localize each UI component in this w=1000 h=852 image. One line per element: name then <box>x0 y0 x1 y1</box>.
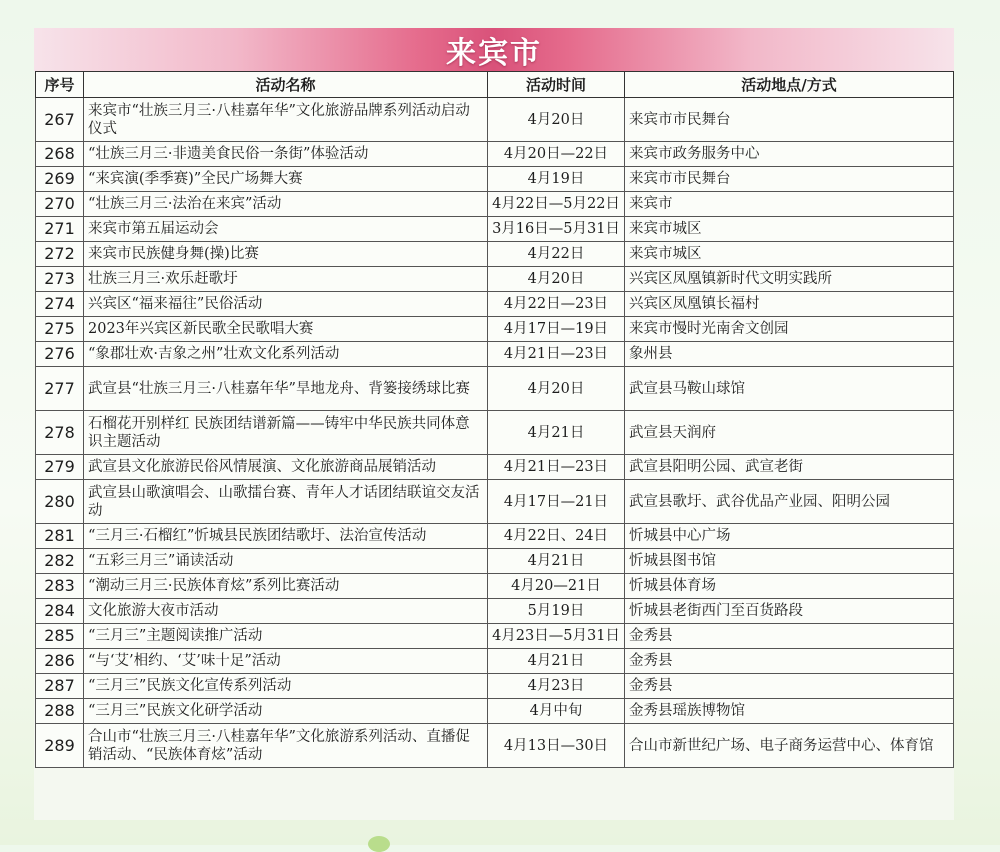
activity-time: 4月17日—21日 <box>488 480 625 524</box>
row-number: 269 <box>36 167 84 192</box>
activity-name: “三月三”民族文化研学活动 <box>84 699 488 724</box>
activity-time: 4月22日—5月22日 <box>488 192 625 217</box>
activity-name: “来宾演(季季赛)”全民广场舞大赛 <box>84 167 488 192</box>
activity-name: 武宣县文化旅游民俗风情展演、文化旅游商品展销活动 <box>84 455 488 480</box>
table-row <box>36 599 954 624</box>
table-row <box>36 217 954 242</box>
table-row <box>36 549 954 574</box>
row-number: 289 <box>36 724 84 768</box>
row-number: 278 <box>36 411 84 455</box>
activity-time: 5月19日 <box>488 599 625 624</box>
row-number: 268 <box>36 142 84 167</box>
table-row <box>36 480 954 524</box>
city-banner <box>34 28 954 71</box>
table-row <box>36 455 954 480</box>
activity-place: 忻城县老街西门至百货路段 <box>625 599 954 624</box>
table-row <box>36 317 954 342</box>
activity-place: 武宣县天润府 <box>625 411 954 455</box>
row-number: 273 <box>36 267 84 292</box>
activity-place: 忻城县图书馆 <box>625 549 954 574</box>
table-row <box>36 98 954 142</box>
table-row <box>36 649 954 674</box>
activity-time: 4月23日—5月31日 <box>488 624 625 649</box>
row-number: 288 <box>36 699 84 724</box>
table-row <box>36 267 954 292</box>
activity-name: “三月三”主题阅读推广活动 <box>84 624 488 649</box>
row-number: 281 <box>36 524 84 549</box>
row-number: 271 <box>36 217 84 242</box>
activity-name: 石榴花开别样红 民族团结谱新篇——铸牢中华民族共同体意识主题活动 <box>84 411 488 455</box>
activity-name: 来宾市第五届运动会 <box>84 217 488 242</box>
activity-place: 金秀县 <box>625 624 954 649</box>
activity-place: 武宣县马鞍山球馆 <box>625 367 954 411</box>
activity-place: 来宾市 <box>625 192 954 217</box>
row-number: 277 <box>36 367 84 411</box>
activity-time: 4月20日 <box>488 367 625 411</box>
activity-place: 来宾市慢时光南舍文创园 <box>625 317 954 342</box>
activity-place: 来宾市市民舞台 <box>625 98 954 142</box>
table-row <box>36 574 954 599</box>
activity-place: 来宾市城区 <box>625 217 954 242</box>
activity-time: 4月21日 <box>488 649 625 674</box>
activity-name: “三月三·石榴红”忻城县民族团结歌圩、法治宣传活动 <box>84 524 488 549</box>
activity-name: 2023年兴宾区新民歌全民歌唱大赛 <box>84 317 488 342</box>
table-row <box>36 167 954 192</box>
banner-title: 来宾市 <box>446 35 542 71</box>
activity-table-panel <box>34 28 954 820</box>
activity-time: 4月21日—23日 <box>488 455 625 480</box>
activity-place: 象州县 <box>625 342 954 367</box>
row-number: 272 <box>36 242 84 267</box>
header-time: 活动时间 <box>488 72 625 98</box>
activity-time: 4月20日 <box>488 98 625 142</box>
row-number: 270 <box>36 192 84 217</box>
table-row <box>36 524 954 549</box>
activity-place: 兴宾区凤凰镇新时代文明实践所 <box>625 267 954 292</box>
row-number: 275 <box>36 317 84 342</box>
row-number: 280 <box>36 480 84 524</box>
activity-place: 武宣县阳明公园、武宣老街 <box>625 455 954 480</box>
table-row <box>36 142 954 167</box>
table-row <box>36 192 954 217</box>
table-row <box>36 624 954 649</box>
activity-place: 金秀县瑶族博物馆 <box>625 699 954 724</box>
row-number: 279 <box>36 455 84 480</box>
activity-name: “五彩三月三”诵读活动 <box>84 549 488 574</box>
activity-place: 来宾市政务服务中心 <box>625 142 954 167</box>
table-row <box>36 724 954 768</box>
row-number: 287 <box>36 674 84 699</box>
activity-place: 忻城县体育场 <box>625 574 954 599</box>
activity-place: 兴宾区凤凰镇长福村 <box>625 292 954 317</box>
table-header-row <box>36 72 954 98</box>
activity-time: 4月13日—30日 <box>488 724 625 768</box>
row-number: 276 <box>36 342 84 367</box>
decorative-dot <box>368 836 390 852</box>
activity-place: 来宾市市民舞台 <box>625 167 954 192</box>
activity-time: 4月19日 <box>488 167 625 192</box>
table-row <box>36 242 954 267</box>
header-place: 活动地点/方式 <box>625 72 954 98</box>
activity-name: 来宾市“壮族三月三·八桂嘉年华”文化旅游品牌系列活动启动仪式 <box>84 98 488 142</box>
row-number: 267 <box>36 98 84 142</box>
activity-time: 4月23日 <box>488 674 625 699</box>
activity-time: 4月中旬 <box>488 699 625 724</box>
activity-place: 来宾市城区 <box>625 242 954 267</box>
activity-name: “三月三”民族文化宣传系列活动 <box>84 674 488 699</box>
activity-table <box>35 71 954 768</box>
activity-name: 文化旅游大夜市活动 <box>84 599 488 624</box>
activity-time: 4月22日—23日 <box>488 292 625 317</box>
activity-time: 3月16日—5月31日 <box>488 217 625 242</box>
row-number: 286 <box>36 649 84 674</box>
row-number: 282 <box>36 549 84 574</box>
table-row <box>36 699 954 724</box>
activity-place: 金秀县 <box>625 649 954 674</box>
activity-name: “与‘艾’相约、‘艾’味十足”活动 <box>84 649 488 674</box>
table-row <box>36 342 954 367</box>
table-row <box>36 411 954 455</box>
activity-name: 武宣县山歌演唱会、山歌擂台赛、青年人才话团结联谊交友活动 <box>84 480 488 524</box>
activity-name: 壮族三月三·欢乐赶歌圩 <box>84 267 488 292</box>
row-number: 284 <box>36 599 84 624</box>
activity-time: 4月17日—19日 <box>488 317 625 342</box>
header-name: 活动名称 <box>84 72 488 98</box>
activity-time: 4月20日—22日 <box>488 142 625 167</box>
activity-name: “潮动三月三·民族体育炫”系列比赛活动 <box>84 574 488 599</box>
activity-name: 来宾市民族健身舞(操)比赛 <box>84 242 488 267</box>
activity-name: “壮族三月三·法治在来宾”活动 <box>84 192 488 217</box>
table-row <box>36 292 954 317</box>
activity-name: “壮族三月三·非遗美食民俗一条街”体验活动 <box>84 142 488 167</box>
activity-name: 兴宾区“福来福往”民俗活动 <box>84 292 488 317</box>
row-number: 274 <box>36 292 84 317</box>
activity-place: 武宣县歌圩、武谷优品产业园、阳明公园 <box>625 480 954 524</box>
activity-time: 4月21日 <box>488 411 625 455</box>
activity-time: 4月21日—23日 <box>488 342 625 367</box>
activity-place: 金秀县 <box>625 674 954 699</box>
activity-name: 武宣县“壮族三月三·八桂嘉年华”旱地龙舟、背篓接绣球比赛 <box>84 367 488 411</box>
header-no: 序号 <box>36 72 84 98</box>
row-number: 283 <box>36 574 84 599</box>
activity-place: 合山市新世纪广场、电子商务运营中心、体育馆 <box>625 724 954 768</box>
activity-name: “象郡壮欢·吉象之州”壮欢文化系列活动 <box>84 342 488 367</box>
activity-time: 4月21日 <box>488 549 625 574</box>
activity-place: 忻城县中心广场 <box>625 524 954 549</box>
activity-time: 4月20—21日 <box>488 574 625 599</box>
activity-time: 4月22日 <box>488 242 625 267</box>
table-row <box>36 367 954 411</box>
row-number: 285 <box>36 624 84 649</box>
table-row <box>36 674 954 699</box>
activity-time: 4月20日 <box>488 267 625 292</box>
activity-time: 4月22日、24日 <box>488 524 625 549</box>
activity-name: 合山市“壮族三月三·八桂嘉年华”文化旅游系列活动、直播促销活动、“民族体育炫”活动 <box>84 724 488 768</box>
